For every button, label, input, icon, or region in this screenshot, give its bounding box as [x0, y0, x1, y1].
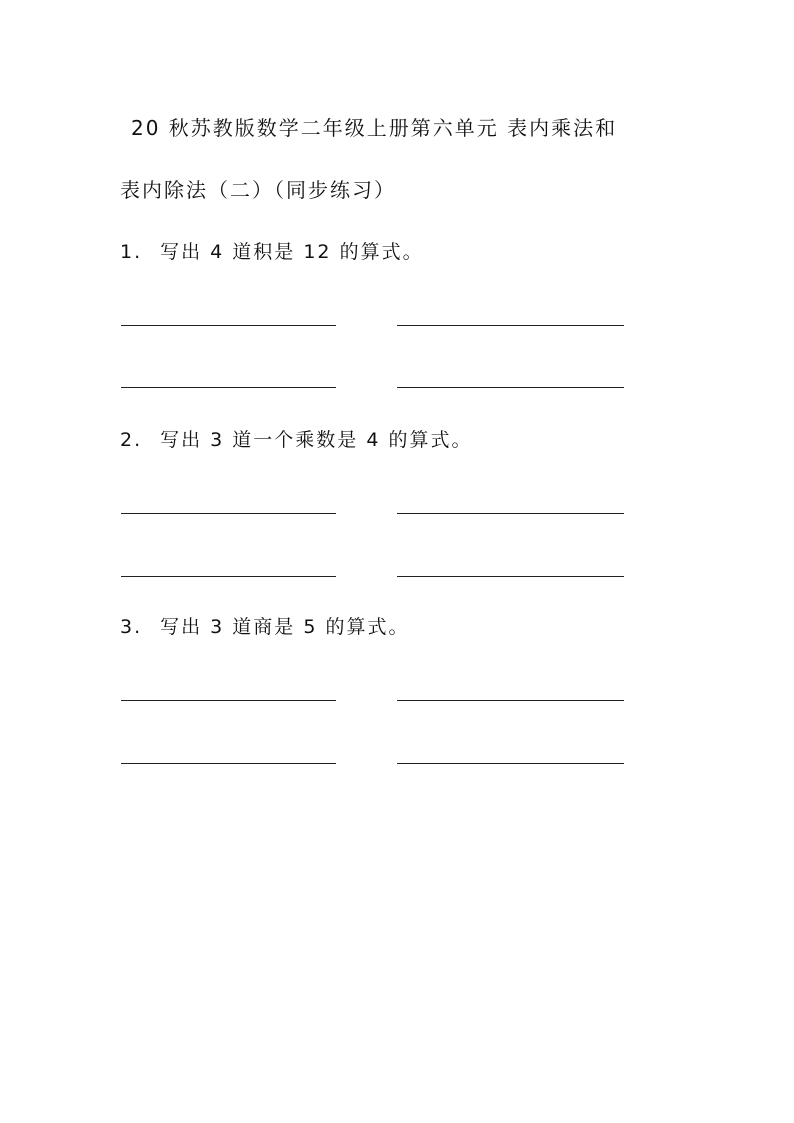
question-3-text: 写出 3 道商是 5 的算式。: [160, 616, 410, 638]
answer-blank-1-2[interactable]: [397, 325, 624, 326]
answer-blank-2-4[interactable]: [397, 576, 624, 577]
question-3: [120, 618, 409, 637]
question-1-number: 1.: [120, 241, 143, 263]
answer-blank-3-4[interactable]: [397, 763, 624, 764]
answer-blank-2-3[interactable]: [121, 576, 336, 577]
question-2-text: 写出 3 道一个乘数是 4 的算式。: [160, 429, 473, 451]
answer-blank-2-1[interactable]: [121, 513, 336, 514]
document-title-line-2: 表内除法（二）（同步练习）: [120, 178, 396, 202]
question-3-number: 3.: [120, 616, 143, 638]
answer-blank-1-4[interactable]: [397, 387, 624, 388]
question-1: [120, 243, 424, 262]
question-1-text: 写出 4 道积是 12 的算式。: [160, 241, 424, 263]
answer-blank-2-2[interactable]: [397, 513, 624, 514]
answer-blank-1-3[interactable]: [121, 387, 336, 388]
answer-blank-3-1[interactable]: [121, 700, 336, 701]
document-title-line-1: 20 秋苏教版数学二年级上册第六单元 表内乘法和: [131, 116, 618, 140]
answer-blank-1-1[interactable]: [121, 325, 336, 326]
answer-blank-3-3[interactable]: [121, 763, 336, 764]
question-2: [120, 431, 472, 450]
question-2-number: 2.: [120, 429, 143, 451]
answer-blank-3-2[interactable]: [397, 700, 624, 701]
